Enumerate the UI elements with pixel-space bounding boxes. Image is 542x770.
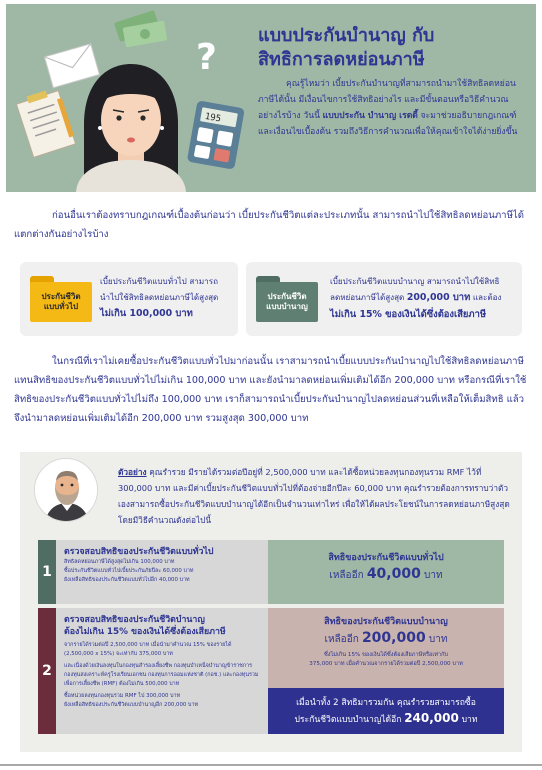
- result-note: 375,000 บาท เมื่อคำนวณจากรายได้รวมต่อปี 2,500,000 บาท: [309, 661, 463, 667]
- step-2-line: ซื้อหน่วยลงทุนกองทุนรวม RMF ไป 300,000 บาท: [64, 693, 181, 699]
- money-bills-icon: [114, 10, 167, 47]
- pension-insurance-card: [246, 262, 522, 336]
- hero-banner: [6, 4, 536, 192]
- card-line: และต้อง: [470, 292, 502, 302]
- card-line: เบี้ยประกันชีวิตแบบทั่วไป สามารถ: [100, 276, 218, 286]
- example-label: ตัวอย่าง: [118, 467, 147, 477]
- card-amount: ไม่เกิน 100,000 บาท: [100, 308, 193, 319]
- step-2-result: [268, 608, 504, 688]
- example-text: [118, 464, 514, 528]
- explanation-paragraph: ในกรณีที่เราไม่เคยซื้อประกันชีวิตแบบทั่วไปมาก่อนนั้น เราสามารถนำเบี้ยแบบประกันบำนาญไปใช้สิทธิลดหย่อนภาษีแทนสิทธิของประกันชีวิตแบบทั่วไปไม่เกิน 100,000 บาท และยังนำมาลดหย่อนเพิ่มเติมได้อีก 200,000 บาท หรือกรณีที่เราใช้สิทธิของประกันชีวิตแบบทั่วไปไม่ถึง 100,000 บาท เราก็สามารถนำเบี้ยประกันบำนาญไปลดหย่อนส่วนที่เหลือให้เต็มสิทธิ แล้วจึงนำมาลดหย่อนเพิ่มเติมได้อีก 200,000 บาท รวมสูงสุด 300,000 บาท: [14, 356, 527, 424]
- card-amount: 200,000 บาท: [406, 292, 471, 303]
- product-name: แบบประกัน บำนาญ เรดดี้: [322, 111, 418, 121]
- total-unit: บาท: [458, 715, 478, 725]
- title-line-1: แบบประกันบำนาญ กับ: [258, 25, 435, 46]
- example-body: คุณรำรวย มีรายได้รวมต่อปีอยู่ที่ 2,500,000 บาท และได้ซื้อหน่วยลงทุนกองทุนรวม RMF ไว้ที่ 300,000 บาท และมีค่าเบี้ยประกันชีวิตแบบทั่วไปที่ต้องจ่ายอีกปีละ 60,000 บาท คุณรำรวยต้องการทราบว่าตัวเองสามารถซื้อประกันชีวิตแบบบำนาญได้อีกเป็นจำนวนเท่าไหร่ เพื่อให้ได้ผลประโยชน์ในการลดหย่อนภาษีสูงสุด โดยมีวิธีคำนวณดังต่อไปนี้: [118, 467, 510, 525]
- title-line-2: สิทธิการลดหย่อนภาษี: [258, 49, 425, 70]
- result-note: ซึ่งไม่เกิน 15% ของเงินได้ซึ่งต้องเสียภาษีหรือเท่ากับ: [323, 652, 449, 658]
- hero-illustration: [6, 4, 251, 192]
- card-description: [330, 273, 516, 323]
- folder-icon: [30, 276, 92, 322]
- woman-icon: [76, 64, 186, 192]
- calculator-display: 195: [203, 111, 222, 125]
- result-prefix: เหลืออีก: [324, 634, 362, 645]
- envelope-icon: [44, 44, 99, 88]
- step-2-result-title: สิทธิของประกันชีวิตแบบบำนาญ: [324, 617, 448, 627]
- step-2-details: [56, 608, 268, 734]
- clipboard-icon: [15, 86, 76, 157]
- result-amount: 200,000: [361, 630, 426, 646]
- hero-body-text-end: จะมาช่วยอธิบายกฎเกณฑ์และเงื่อนไขเบื้องต้น รวมถึงวิธีการคำนวณเพื่อให้คุณเข้าใจได้ง่ายยิ่งขึ้น: [258, 111, 518, 137]
- card-condition: ไม่เกิน 15% ของเงินได้ซึ่งต้องเสียภาษี: [330, 309, 487, 320]
- question-mark-icon: ?: [196, 37, 217, 78]
- step-2-line: ยังเหลือสิทธิของประกันชีวิตแบบบำนาญอีก 200,000 บาท: [64, 702, 199, 708]
- hero-description: [258, 76, 530, 140]
- card-line: ลดหย่อนภาษีได้สูงสุด: [330, 292, 407, 302]
- total-prefix: ประกันชีวิตแบบบำนาญได้อีก: [294, 715, 405, 725]
- result-unit: บาท: [420, 570, 443, 581]
- general-life-insurance-card: [20, 262, 238, 336]
- step-1-result: [268, 540, 504, 604]
- total-result: [268, 688, 504, 734]
- calculator-icon: [187, 100, 245, 169]
- hero-body-text: คุณรู้ไหมว่า เบี้ยประกันบำนาญที่สามารถนำมาใช้สิทธิลดหย่อนภาษีได้นั้น มีเงื่อนไขการใช้สิทธิอย่างไร และมีขั้นตอนหรือวิธีคำนวณอย่างไรบ้าง วันนี้: [258, 79, 516, 121]
- result-amount: 40,000: [366, 566, 421, 582]
- avatar: [34, 458, 98, 522]
- step-2-line: และเนื่องด้วยเงินลงทุนในกองทุนสำรองเลี้ยงชีพ กองทุนบำเหน็จบำนาญข้าราชการ กองทุนสงเคราะห์ครูโรงเรียนเอกชน กองทุนการออมแห่งชาติ (กอช.) และกองทุนรวมเพื่อการเลี้ยงชีพ (RMF) ต้องไม่เกิน 500,000 บาท: [64, 663, 259, 687]
- page-title: [258, 24, 528, 72]
- step-number-2: 2: [38, 608, 56, 734]
- step-1-result-title: สิทธิของประกันชีวิตแบบทั่วไป: [328, 553, 444, 563]
- result-unit: บาท: [425, 634, 448, 645]
- man-icon: [35, 459, 98, 522]
- total-amount: 240,000: [404, 711, 459, 725]
- folder-label: ประกันชีวิต แบบทั่วไป: [30, 282, 92, 322]
- step-2-line: จากรายได้รวมต่อปี 2,500,000 บาท เมื่อนำมาคำนวณ 15% ของรายได้: [64, 642, 232, 648]
- total-line: เมื่อนำทั้ง 2 สิทธิมารวมกัน คุณรำรวยสามารถซื้อ: [296, 698, 476, 708]
- folder-icon: [256, 276, 318, 322]
- card-line: เบี้ยประกันชีวิตแบบบำนาญ สามารถนำไปใช้สิทธิ: [330, 276, 500, 286]
- step-1-details: [56, 540, 268, 604]
- example-box: [20, 452, 522, 752]
- intro-paragraph: ก่อนอื่นเราต้องทราบกฎเกณฑ์เบื้องต้นก่อนว่า เบี้ยประกันชีวิตแต่ละประเภทนั้น สามารถนำไปใช้สิทธิลดหย่อนภาษีได้แตกต่างกันอย่างไรบ้าง: [14, 210, 524, 240]
- step-1-line: ซื้อประกันชีวิตแบบทั่วไปเบี้ยประกันภัยปีละ 60,000 บาท: [64, 568, 194, 574]
- step-1-title: ตรวจสอบสิทธิของประกันชีวิตแบบทั่วไป: [64, 547, 214, 557]
- result-prefix: เหลืออีก: [329, 570, 367, 581]
- step-1-line: สิทธิลดหย่อนภาษีได้สูงสุดไม่เกิน 100,000 บาท: [64, 559, 175, 565]
- bottom-divider: [0, 764, 542, 766]
- step-number-1: 1: [38, 540, 56, 604]
- step-1-line: ยังเหลือสิทธิของประกันชีวิตแบบทั่วไปอีก 40,000 บาท: [64, 577, 190, 583]
- card-line: นำไปใช้สิทธิลดหย่อนภาษีได้สูงสุด: [100, 292, 219, 302]
- step-2-line: (2,500,000 x 15%) จะเท่ากับ 375,000 บาท: [64, 651, 173, 657]
- card-description: [100, 273, 218, 322]
- step-2-subtitle: ต้องไม่เกิน 15% ของเงินได้ซึ่งต้องเสียภาษี: [64, 627, 226, 637]
- folder-label: ประกันชีวิต แบบบำนาญ: [256, 282, 318, 322]
- step-2-title: ตรวจสอบสิทธิของประกันชีวิตบำนาญ: [64, 615, 205, 625]
